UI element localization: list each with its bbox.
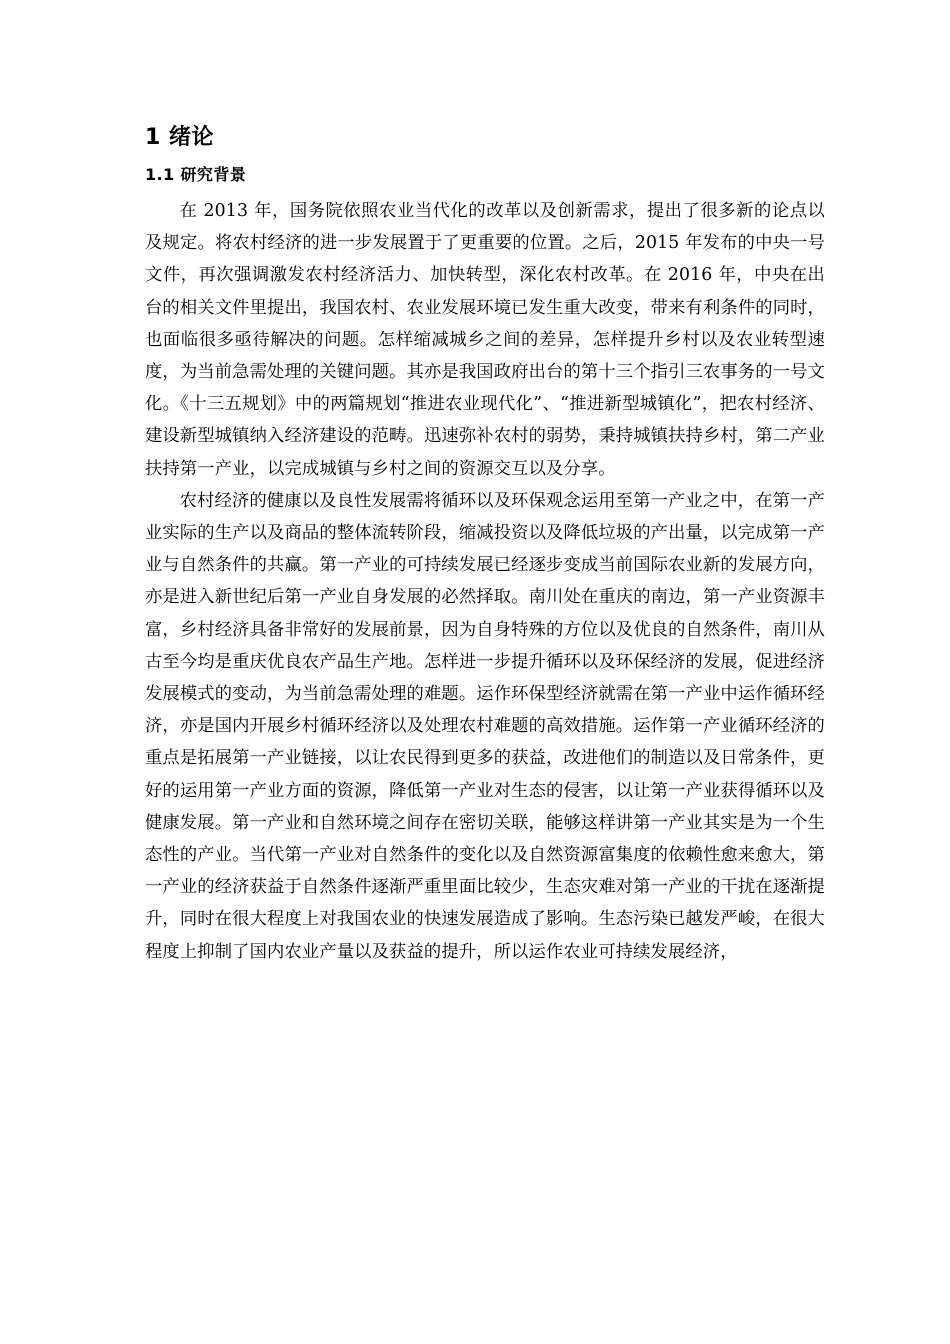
body-paragraph-1: 在 2013 年，国务院依照农业当代化的改革以及创新需求，提出了很多新的论点以及规定。将农村经济的进一步发展置于了更重要的位置。之后，2015 年发布的中央一号文件，再次强调激发农村经济活力、加快转型，深化农村改革。在 2016 年，中央在出台的相关文件里提出，我国农村、农业发展环境已发生重大改变，带来有利条件的同时，也面临很多亟待解决的问题。怎样缩减城乡之间的差异，怎样提升乡村以及农业转型速度，为当前急需处理的关键问题。其亦是我国政府出台的第十三个指引三农事务的一号文化。《十三五规划》中的两篇规划“推进农业现代化”、“推进新型城镇化”，把农村经济、建设新型城镇纳入经济建设的范畴。迅速弥补农村的弱势，秉持城镇扶持乡村，第二产业扶持第一产业，以完成城镇与乡村之间的资源交互以及分享。 — [145, 201, 825, 479]
chapter-title: 1 绪论 — [145, 125, 214, 150]
section-title: 1.1 研究背景 — [145, 165, 247, 184]
page-content — [145, 122, 825, 968]
body-paragraph-2: 农村经济的健康以及良性发展需将循环以及环保观念运用至第一产业之中，在第一产业实际的生产以及商品的整体流转阶段，缩减投资以及降低垃圾的产出量，以完成第一产业与自然条件的共赢。第一产业的可持续发展已经逐步变成当前国际农业新的发展方向，亦是进入新世纪后第一产业自身发展的必然择取。南川处在重庆的南边，第一产业资源丰富，乡村经济具备非常好的发展前景，因为自身特殊的方位以及优良的自然条件，南川从古至今均是重庆优良农产品生产地。怎样进一步提升循环以及环保经济的发展，促进经济发展模式的变动，为当前急需处理的难题。运作环保型经济就需在第一产业中运作循环经济，亦是国内开展乡村循环经济以及处理农村难题的高效措施。运作第一产业循环经济的重点是拓展第一产业链接，以让农民得到更多的获益，改进他们的制造以及日常条件，更好的运用第一产业方面的资源，降低第一产业对生态的侵害，以让第一产业获得循环以及健康发展。第一产业和自然环境之间存在密切关联，能够这样讲第一产业其实是为一个生态性的产业。当代第一产业对自然条件的变化以及自然资源富集度的依赖性愈来愈大，第一产业的经济获益于自然条件逐渐严重里面比较少，生态灾难对第一产业的干扰在逐渐提升，同时在很大程度上对我国农业的快速发展造成了影响。生态污染已越发严峻，在很大程度上抑制了国内农业产量以及获益的提升，所以运作农业可持续发展经济， — [145, 490, 825, 962]
